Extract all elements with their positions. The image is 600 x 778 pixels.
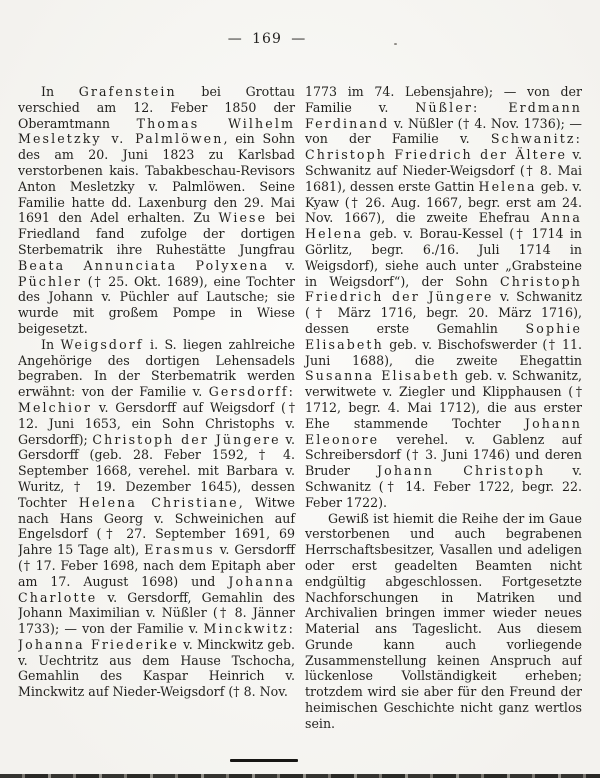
paragraph-closing-remarks xyxy=(305,511,582,732)
text-run: In xyxy=(41,336,61,352)
text-run: bei Grottau verschied am 12. Feber 1850 der Oberamtmann xyxy=(18,84,295,131)
text-run: geb. v. Bischofswerder († 11. Juni 1688), die zweite Ehegattin xyxy=(305,336,582,368)
scan-artifact-band xyxy=(0,774,600,778)
scan-speck xyxy=(394,43,397,45)
emphasized-name: Nüßler: Erdmann Ferdinand xyxy=(305,99,582,131)
text-run: i. S. liegen zahlreiche Angehörige des dortigen Lehensadels begraben. In der Sterbematrik werden erwähnt: von der Familie v. xyxy=(18,336,296,400)
emphasized-name: Helena Christiane xyxy=(78,494,239,510)
text-run: v. Gersdorff (geb. 28. Feber 1592, † 4. September 1668, verehel. mit Barbara v. Wuritz, † 19. Dezember 1645), dessen Tochter xyxy=(18,431,295,510)
emphasized-name: Thomas Wilhelm Mesletzky v. Palmlöwen xyxy=(18,115,295,147)
text-run: geb. v. Borau-Kessel († 1714 in Görlitz, begr. 6./16. Juli 1714 in Weigsdorf), siehe auch unter „Grabsteine in Weigsdorf“), der Sohn xyxy=(305,226,582,289)
text-run: 1773 im 74. Lebensjahre); — von der Familie v. xyxy=(305,84,582,115)
text-run: Gewiß ist hiemit die Reihe der im Gaue verstorbenen und auch begrabenen Herrschaftsbesitzer, Vasallen und adeligen oder erst geadelten Beamten nicht endgültig abgeschlossen. Fortgesetzte Nachforschungen in Matriken und Archivalien bringen immer wieder neues Material ans Tageslicht. Aus diesem Grunde kann auch vorliegende Zusammenstellung keinen Anspruch auf lückenlose Vollständigkeit erheben; trotzdem wird sie aber für den Freund der heimischen Geschichte nicht ganz wertlos sein. xyxy=(305,510,582,731)
text-run: v. Schwanitz († März 1716, begr. 20. März 1716), dessen erste Gemahlin xyxy=(305,289,582,336)
page-header xyxy=(0,31,534,47)
emphasized-name: Erasmus xyxy=(144,542,215,558)
text-run: v. Nüßler († 4. Nov. 1736); — von der Familie v. xyxy=(305,115,582,147)
text-run: , Witwe nach Hans Georg v. Schweinichen auf Engelsdorf († 27. September 1691, 69 Jahre 15 Tage alt), xyxy=(18,494,295,558)
text-run: verehel. v. Gablenz auf Schreibersdorf († 3. Juni 1746) und deren Bruder xyxy=(305,431,582,479)
emphasized-name: Johanna Charlotte xyxy=(18,573,295,605)
text-run: v. Gersdorff auf Weigsdorf († 12. Juni 1653, ein Sohn Christophs v. Gersdorff); xyxy=(18,399,295,447)
emphasized-name: Weigsdorf xyxy=(60,336,144,352)
text-run: v. Gersdorff († 17. Feber 1698, nach dem Epitaph aber am 17. August 1698) und xyxy=(18,542,295,589)
emphasized-name: Minckwitz: Johanna Friederike xyxy=(18,621,295,652)
emphasized-name: Grafenstein xyxy=(78,84,177,99)
emphasized-name: Püchler xyxy=(18,273,82,289)
text-run: In xyxy=(41,84,79,99)
text-run: v. xyxy=(269,257,295,273)
emphasized-name: Susanna Elisabeth xyxy=(305,368,460,384)
text-run: geb. v. Schwanitz, verwitwete v. Ziegler und Klipphausen († 1712, begr. 4. Mai 1712), die aus erster Ehe stammende Tochter xyxy=(305,368,582,431)
text-run: geb. v. Kyaw († 26. Aug. 1667, begr. erst am 24. Nov. 1667), die zweite Ehefrau xyxy=(305,178,582,226)
emphasized-name: Gersdorff: Melchior xyxy=(18,384,295,415)
emphasized-name: Sophie Elisabeth xyxy=(305,320,582,352)
emphasized-name: Anna Helena xyxy=(305,210,582,242)
emphasized-name: Wiese xyxy=(218,210,268,226)
text-run: bei Friedland fand zufolge der dortigen Sterbematrik ihre Ruhestätte Jungfrau xyxy=(18,210,295,257)
emphasized-name: Schwanitz: Christoph Friedrich der Ältere xyxy=(305,131,582,163)
right-column xyxy=(305,84,582,750)
text-run: , ein Sohn des am 20. Juni 1823 zu Karlsbad verstorbenen kais. Tabakbeschau-Revisors Anton Mesletzky v. Palmlöwen. Seine Familie hatte dd. Laxenburg den 29. Mai 1691 den Adel erhalten. Zu xyxy=(18,131,295,226)
emphasized-name: Christoph der Jüngere xyxy=(92,431,281,447)
emphasized-name: Helena xyxy=(478,178,537,194)
emphasized-name: Johann Eleonore xyxy=(305,415,582,447)
text-run: v. Schwanitz († 14. Feber 1722, begr. 22. Feber 1722). xyxy=(305,463,582,510)
emphasized-name: Johann Christoph xyxy=(377,463,546,479)
left-column xyxy=(18,84,295,750)
text-columns xyxy=(18,84,582,750)
emphasized-name: Christoph Friedrich der Jüngere xyxy=(305,273,582,305)
text-run: v. Gersdorff, Gemahlin des Johann Maximilian v. Nüßler († 8. Jänner 1733); — von der Familie v. xyxy=(18,589,295,637)
paragraph-weigsdorf xyxy=(18,337,295,700)
text-run: v. Schwanitz auf Nieder-Weigsdorf († 8. Mai 1681), dessen erste Gattin xyxy=(305,147,582,194)
paragraph-weigsdorf-continued xyxy=(305,84,582,511)
section-divider-rule xyxy=(230,759,298,762)
paragraph-grafenstein xyxy=(18,84,295,337)
emphasized-name: Beata Annunciata Polyxena xyxy=(18,257,270,273)
text-run: v. Minckwitz geb. v. Uechtritz aus dem Hause Tschocha, Gemahlin des Kaspar Heinrich v. Minckwitz auf Nieder-Weigsdorf († 8. Nov. xyxy=(18,636,296,700)
page-number: — 169 — xyxy=(227,31,307,47)
text-run: († 25. Okt. 1689), eine Tochter des Johann v. Püchler auf Lautsche; sie wurde mit großem Pompe in Wiese beigesetzt. xyxy=(18,273,295,336)
